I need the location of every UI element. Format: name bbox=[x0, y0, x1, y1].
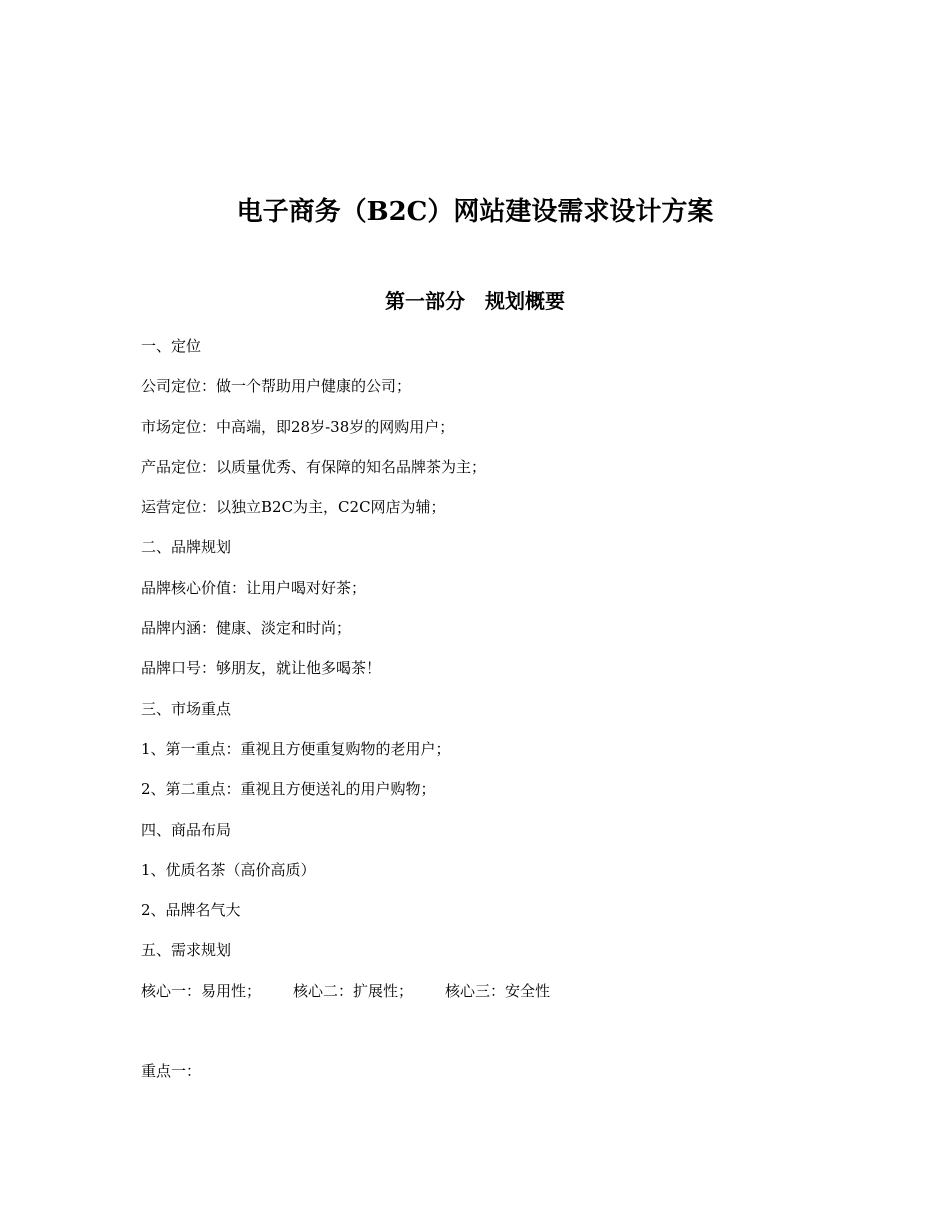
heading-product-layout: 四、商品布局 bbox=[141, 820, 232, 839]
paragraph-company-positioning: 公司定位：做一个帮助用户健康的公司； bbox=[141, 377, 412, 396]
paragraph-market-positioning: 市场定位：中高端，即28岁-38岁的网购用户； bbox=[141, 417, 455, 436]
paragraph-brand-core-value: 品牌核心价值：让用户喝对好茶； bbox=[141, 578, 367, 597]
paragraph-product-positioning: 产品定位：以质量优秀、有保障的知名品牌茶为主； bbox=[141, 457, 487, 476]
heading-requirement-planning: 五、需求规划 bbox=[141, 941, 232, 960]
paragraph-operation-positioning: 运营定位：以独立B2C为主，C2C网店为辅； bbox=[141, 498, 446, 517]
heading-positioning: 一、定位 bbox=[141, 337, 202, 355]
heading-brand-planning: 二、品牌规划 bbox=[141, 538, 232, 557]
document-body bbox=[141, 334, 841, 1099]
core-item-security: 核心三：安全性 bbox=[445, 981, 551, 1000]
document-title: 电子商务（B2C）网站建设需求设计方案 bbox=[236, 197, 714, 227]
paragraph-first-focus: 1、第一重点：重视且方便重复购物的老用户； bbox=[141, 739, 451, 758]
core-items-row bbox=[141, 979, 841, 1019]
section-title: 第一部分 规划概要 bbox=[385, 289, 565, 313]
core-item-extensibility: 核心二：扩展性； bbox=[293, 981, 414, 1000]
core-item-usability: 核心一：易用性； bbox=[141, 981, 262, 1000]
heading-market-focus: 三、市场重点 bbox=[141, 699, 232, 718]
paragraph-second-focus: 2、第二重点：重视且方便送礼的用户购物； bbox=[141, 780, 436, 799]
paragraph-famous-brand: 2、品牌名气大 bbox=[141, 901, 241, 920]
paragraph-brand-slogan: 品牌口号：够朋友，就让他多喝茶！ bbox=[141, 659, 382, 678]
heading-focus-one: 重点一： bbox=[141, 1062, 202, 1081]
paragraph-gap bbox=[141, 1019, 841, 1059]
paragraph-quality-tea: 1、优质名茶（高价高质） bbox=[141, 860, 316, 879]
paragraph-brand-connotation: 品牌内涵：健康、淡定和时尚； bbox=[141, 619, 352, 638]
